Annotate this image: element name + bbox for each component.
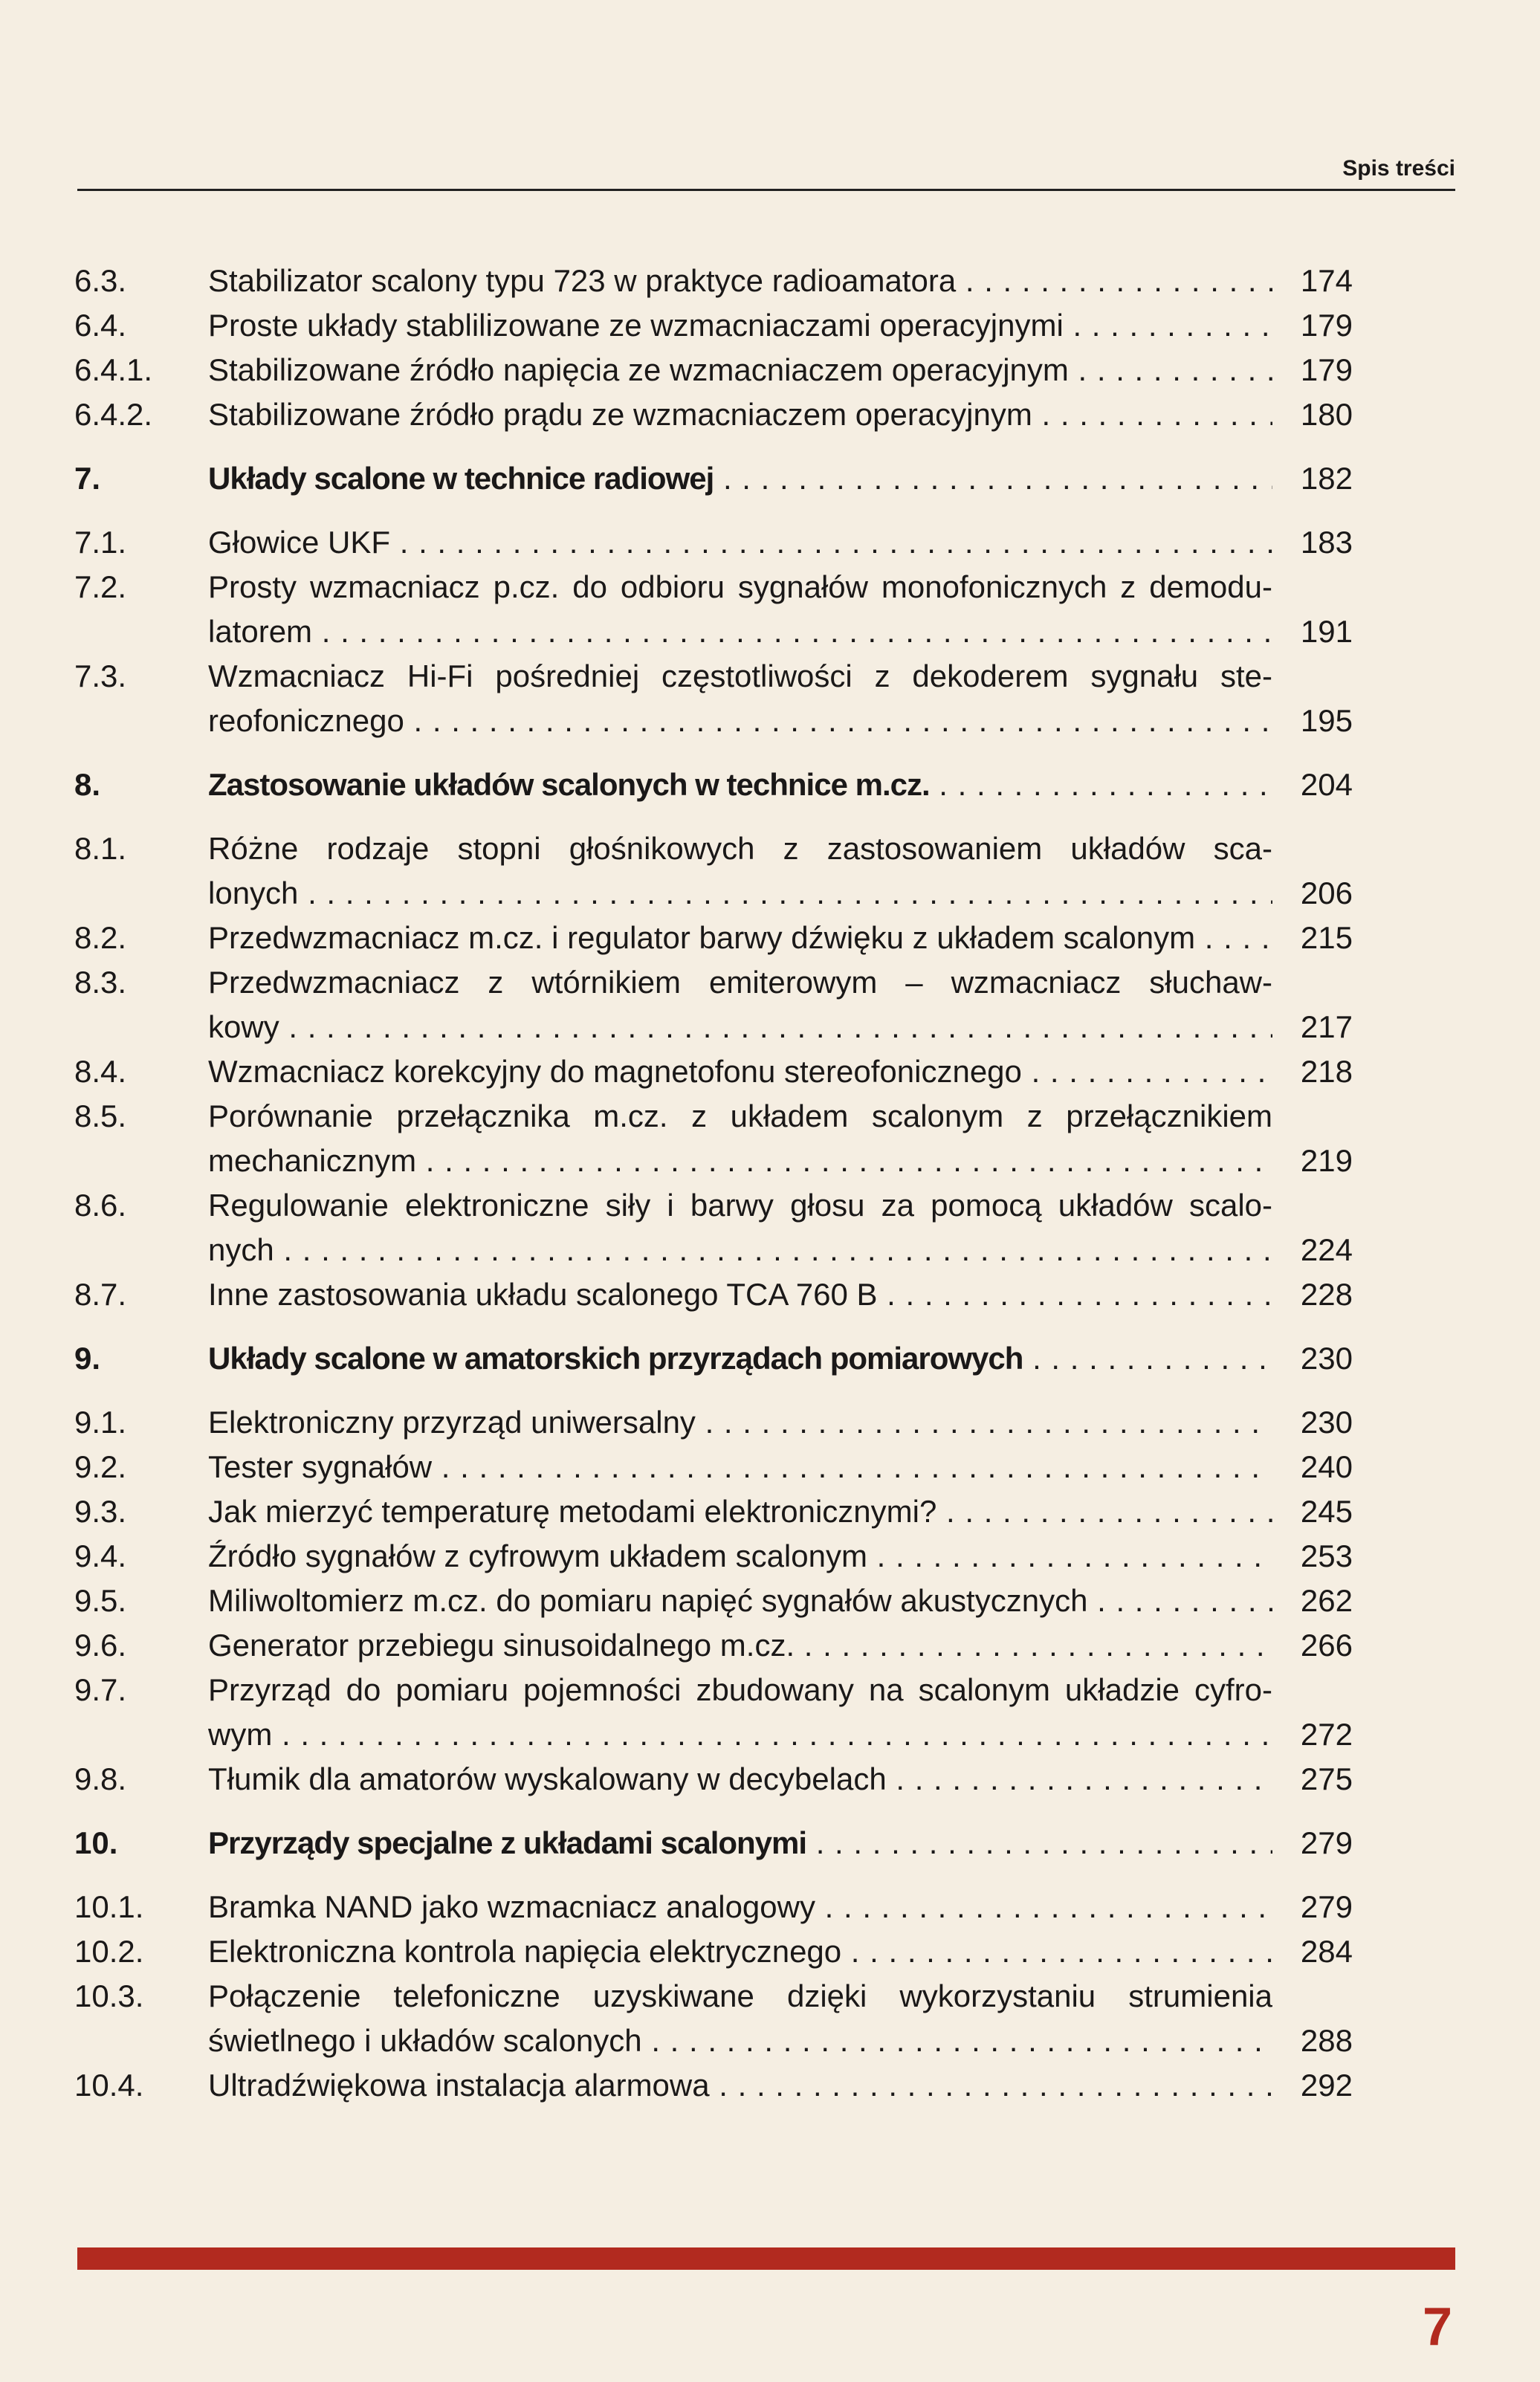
entry-page: 230 <box>1300 1405 1353 1440</box>
entry-title-line2: świetlnego i układów scalonych . . . <box>208 2019 1272 2063</box>
entry-number: 9.4. <box>74 1538 127 1573</box>
entry-page: 206 <box>1300 876 1353 910</box>
entry-number: 7.1. <box>74 525 127 560</box>
entry-title: Źródło sygnałów z cyfrowym układem scalonym <box>208 1538 867 1573</box>
entry-number: 6.4. <box>74 308 127 343</box>
entry-number: 6.3. <box>74 263 127 298</box>
entry-title: Tester sygnałów <box>208 1449 433 1484</box>
toc-entry <box>74 1974 1353 2063</box>
toc-entry <box>74 960 1353 1049</box>
entry-title: Bramka NAND jako wzmacniacz analogowy <box>208 1889 815 1924</box>
entry-page: 215 <box>1300 920 1353 955</box>
entry-number: 10.4. <box>74 2068 144 2103</box>
toc-entry <box>74 565 1353 654</box>
entry-title: Tłumik dla amatorów wyskalowany w decybelach <box>208 1761 887 1796</box>
entry-page: 279 <box>1300 1825 1353 1860</box>
toc-entry <box>74 520 1353 565</box>
entry-title: Inne zastosowania układu scalonego TCA 760 B <box>208 1277 878 1312</box>
toc-entry <box>74 348 1353 392</box>
entry-number: 7.3. <box>74 658 127 693</box>
entry-title: Stabilizowane źródło napięcia ze wzmacniaczem operacyjnym <box>208 352 1069 387</box>
toc-entry <box>74 1623 1353 1668</box>
toc-entry <box>74 259 1353 303</box>
entry-title-line1: Połączenie telefoniczne uzyskiwane dzięki wykorzystaniu strumienia <box>208 1978 1272 2013</box>
entry-number: 8.5. <box>74 1098 127 1133</box>
entry-page: 204 <box>1300 767 1353 802</box>
running-header: Spis treści <box>1342 156 1455 181</box>
entry-page: 266 <box>1300 1628 1353 1663</box>
entry-title-line2: lonych . . . <box>208 871 1272 916</box>
toc-entry <box>74 1757 1353 1802</box>
toc-chapter <box>74 1336 1353 1381</box>
entry-number: 9.3. <box>74 1494 127 1529</box>
entry-title: Układy scalone w technice radiowej <box>208 461 714 496</box>
entry-title: Elektroniczny przyrząd uniwersalny <box>208 1405 696 1440</box>
entry-title-line1: Wzmacniacz Hi-Fi pośredniej częstotliwości z dekoderem sygnału ste- <box>208 658 1272 693</box>
toc-entry <box>74 654 1353 743</box>
entry-title: Generator przebiegu sinusoidalnego m.cz. <box>208 1628 795 1663</box>
toc-entry <box>74 1272 1353 1317</box>
entry-title-line1: Przedwzmacniacz z wtórnikiem emiterowym – wzmacniacz słuchaw- <box>208 965 1272 1000</box>
entry-title: Wzmacniacz korekcyjny do magnetofonu stereofonicznego <box>208 1054 1022 1089</box>
entry-page: 275 <box>1300 1761 1353 1796</box>
toc-entry <box>74 1885 1353 1929</box>
entry-number: 9.1. <box>74 1405 127 1440</box>
entry-page: 217 <box>1300 1009 1353 1044</box>
entry-title-line2: reofonicznego . . . <box>208 699 1272 743</box>
toc-entry <box>74 1400 1353 1445</box>
entry-page: 230 <box>1300 1341 1353 1376</box>
entry-number: 8.6. <box>74 1188 127 1223</box>
entry-page: 179 <box>1300 308 1353 343</box>
toc-entry <box>74 1094 1353 1183</box>
entry-title: Stabilizator scalony typu 723 w praktyce radioamatora <box>208 263 957 298</box>
table-of-contents <box>74 259 1353 2108</box>
entry-page: 284 <box>1300 1934 1353 1969</box>
entry-number: 6.4.1. <box>74 352 153 387</box>
entry-page: 253 <box>1300 1538 1353 1573</box>
toc-entry <box>74 1579 1353 1623</box>
toc-entry <box>74 392 1353 437</box>
toc-chapter <box>74 1821 1353 1865</box>
entry-page: 228 <box>1300 1277 1353 1312</box>
entry-title-line1: Przyrząd do pomiaru pojemności zbudowany na scalonym układzie cyfro- <box>208 1672 1272 1707</box>
entry-title: Przedwzmacniacz m.cz. i regulator barwy dźwięku z układem scalonym <box>208 920 1196 955</box>
entry-page: 279 <box>1300 1889 1353 1924</box>
entry-title: Ultradźwiękowa instalacja alarmowa <box>208 2068 710 2103</box>
entry-number: 8. <box>74 767 101 802</box>
entry-number: 8.4. <box>74 1054 127 1089</box>
entry-title-line2: mechanicznym . . . <box>208 1139 1272 1183</box>
entry-page: 183 <box>1300 525 1353 560</box>
page-number: 7 <box>1422 2297 1452 2357</box>
entry-title: Elektroniczna kontrola napięcia elektrycznego <box>208 1934 842 1969</box>
toc-entry <box>74 1489 1353 1534</box>
toc-chapter <box>74 456 1353 501</box>
entry-title-line2: kowy . . . <box>208 1005 1272 1049</box>
entry-title-line2: latorem . . . <box>208 609 1272 654</box>
entry-title: Miliwoltomierz m.cz. do pomiaru napięć sygnałów akustycznych <box>208 1583 1088 1618</box>
entry-page: 292 <box>1300 2068 1353 2103</box>
entry-page: 262 <box>1300 1583 1353 1618</box>
entry-number: 10.3. <box>74 1978 144 2013</box>
entry-title-line1: Porównanie przełącznika m.cz. z układem scalonym z przełącznikiem <box>208 1098 1272 1133</box>
entry-page: 195 <box>1300 703 1353 738</box>
footer-bar <box>77 2247 1455 2270</box>
entry-page: 180 <box>1300 397 1353 432</box>
entry-number: 10.1. <box>74 1889 144 1924</box>
entry-title: Jak mierzyć temperaturę metodami elektronicznymi? <box>208 1494 937 1529</box>
entry-title-line2: nych . . . <box>208 1228 1272 1272</box>
entry-number: 10.2. <box>74 1934 144 1969</box>
entry-title: Proste układy stablilizowane ze wzmacniaczami operacyjnymi <box>208 308 1064 343</box>
toc-entry <box>74 1929 1353 1974</box>
toc-entry <box>74 2063 1353 2108</box>
toc-entry <box>74 1049 1353 1094</box>
entry-number: 8.3. <box>74 965 127 1000</box>
toc-entry <box>74 826 1353 916</box>
entry-page: 182 <box>1300 461 1353 496</box>
entry-title-line1: Prosty wzmacniacz p.cz. do odbioru sygnałów monofonicznych z demodu- <box>208 569 1272 604</box>
header-rule <box>77 189 1455 191</box>
toc-entry <box>74 1534 1353 1579</box>
toc-entry <box>74 916 1353 960</box>
toc-chapter <box>74 763 1353 807</box>
entry-number: 7. <box>74 461 101 496</box>
entry-number: 8.1. <box>74 831 127 866</box>
entry-number: 9.6. <box>74 1628 127 1663</box>
entry-title: Stabilizowane źródło prądu ze wzmacniaczem operacyjnym <box>208 397 1032 432</box>
entry-page: 179 <box>1300 352 1353 387</box>
entry-page: 272 <box>1300 1717 1353 1752</box>
entry-page: 288 <box>1300 2023 1353 2058</box>
entry-title-line2: wym . . . <box>208 1712 1272 1757</box>
toc-entry <box>74 1445 1353 1489</box>
entry-number: 9. <box>74 1341 101 1376</box>
toc-entry <box>74 303 1353 348</box>
entry-page: 240 <box>1300 1449 1353 1484</box>
entry-page: 224 <box>1300 1232 1353 1267</box>
entry-title: Głowice UKF <box>208 525 391 560</box>
entry-page: 245 <box>1300 1494 1353 1529</box>
entry-page: 218 <box>1300 1054 1353 1089</box>
entry-number: 9.2. <box>74 1449 127 1484</box>
entry-number: 8.2. <box>74 920 127 955</box>
entry-number: 7.2. <box>74 569 127 604</box>
entry-title: Przyrządy specjalne z układami scalonymi <box>208 1825 807 1860</box>
entry-number: 8.7. <box>74 1277 127 1312</box>
entry-number: 9.7. <box>74 1672 127 1707</box>
entry-title-line1: Regulowanie elektroniczne siły i barwy głosu za pomocą układów scalo- <box>208 1188 1272 1223</box>
entry-number: 6.4.2. <box>74 397 153 432</box>
entry-title-line1: Różne rodzaje stopni głośnikowych z zastosowaniem układów sca- <box>208 831 1272 866</box>
entry-number: 9.5. <box>74 1583 127 1618</box>
entry-page: 174 <box>1300 263 1353 298</box>
entry-title: Układy scalone w amatorskich przyrządach pomiarowych <box>208 1341 1023 1376</box>
toc-entry <box>74 1668 1353 1757</box>
entry-page: 219 <box>1300 1143 1353 1178</box>
entry-number: 10. <box>74 1825 118 1860</box>
entry-number: 9.8. <box>74 1761 127 1796</box>
toc-entry <box>74 1183 1353 1272</box>
entry-page: 191 <box>1300 614 1353 649</box>
entry-title: Zastosowanie układów scalonych w technice m.cz. <box>208 767 930 802</box>
